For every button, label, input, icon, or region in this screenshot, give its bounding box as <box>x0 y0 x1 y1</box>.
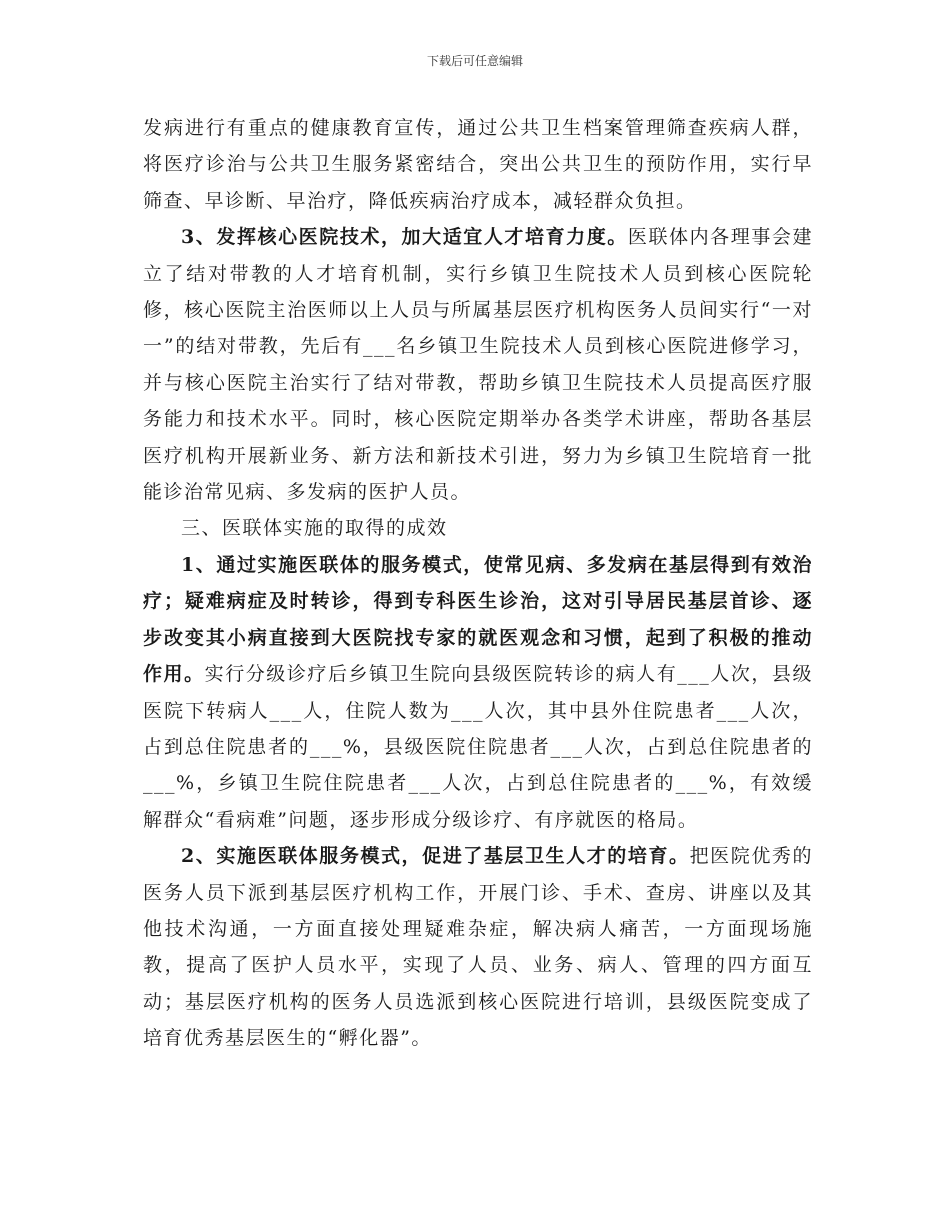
heading-text: 三、医联体实施的取得的成效 <box>181 517 448 540</box>
paragraph-health-education <box>143 110 813 219</box>
paragraph-talent-training <box>143 219 813 510</box>
paragraph-text: 把医院优秀的医务人员下派到基层医疗机构工作，开展门诊、手术、查房、讲座以及其他技术沟通，一方面直接处理疑难杂症，解决病人痛苦，一方面现场施教，提高了医护人员水平，实现了人员、业务、病人、管理的四方面互动；基层医疗机构的医务人员选派到核心医院进行培训，县级医院变成了培育优秀基层医生的“孵化器”。 <box>143 845 813 1050</box>
page-header: 下载后可任意编辑 <box>426 54 523 68</box>
document-body <box>143 110 813 1057</box>
paragraph-talent-incubation <box>143 838 813 1056</box>
paragraph-text: 医联体内各理事会建立了结对带教的人才培育机制，实行乡镇卫生院技术人员到核心医院轮修，核心医院主治医师以上人员与所属基层医疗机构医务人员间实行“一对一”的结对带教，先后有___名乡镇卫生院技术人员到核心医院进修学习，并与核心医院主治实行了结对带教，帮助乡镇卫生院技术人员提高医疗服务能力和技术水平。同时，核心医院定期举办各类学术讲座，帮助各基层医疗机构开展新业务、新方法和新技术引进，努力为乡镇卫生院培育一批能诊治常见病、多发病的医护人员。 <box>143 226 813 504</box>
paragraph-text: 实行分级诊疗后乡镇卫生院向县级医院转诊的病人有___人次，县级医院下转病人___人，住院人数为___人次，其中县外住院患者___人次，占到总住院患者的___%，县级医院住院患者___人次，占到总住院患者的___%，乡镇卫生院住院患者___人次，占到总住院患者的___%，有效缓解群众“看病难”问题，逐步形成分级诊疗、有序就医的格局。 <box>143 663 813 831</box>
paragraph-lead-bold: 1、通过实施医联体的服务模式，使常见病、多发病在基层得到有效治疗；疑难病症及时转诊，得到专科医生诊治，这对引导居民基层首诊、逐步改变其小病直接到大医院找专家的就医观念和习惯，起到了积极的推动作用。 <box>143 553 813 686</box>
paragraph-service-model <box>143 547 813 838</box>
paragraph-text: 发病进行有重点的健康教育宣传，通过公共卫生档案管理筛查疾病人群，将医疗诊治与公共卫生服务紧密结合，突出公共卫生的预防作用，实行早筛查、早诊断、早治疗，降低疾病治疗成本，减轻群众负担。 <box>143 117 813 212</box>
paragraph-lead-bold: 2、实施医联体服务模式，促进了基层卫生人才的培育。 <box>181 845 690 868</box>
section-heading-results <box>143 510 813 546</box>
paragraph-lead-bold: 3、发挥核心医院技术，加大适宜人才培育力度。 <box>181 226 628 249</box>
